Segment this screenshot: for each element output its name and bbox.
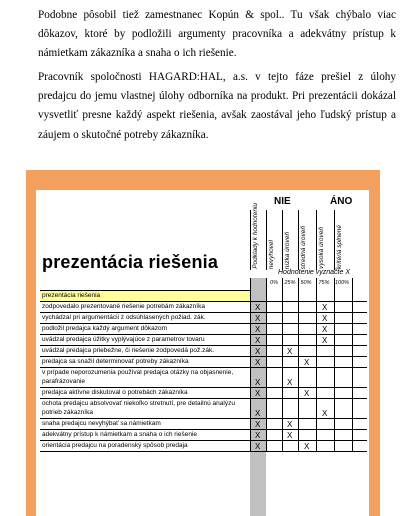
check-mark: X (287, 420, 293, 429)
table-row (40, 398, 367, 419)
row-label: predajca aktívne diskutoval o potrebách zákazníka (42, 389, 188, 396)
check-mark: X (255, 378, 261, 387)
table-title: prezentácia riešenia (42, 252, 219, 272)
check-mark: X (304, 358, 310, 367)
row-label: podložil predajca každý argument dôkazom (42, 325, 168, 332)
row-label: uvádzal predajca priebežne, či riešenie zodpovedá pož.zák. (42, 347, 214, 354)
header-ano: ÁNO (330, 196, 353, 207)
row-label: orientácia predajcu na poradenský spôsob predaja (42, 442, 188, 449)
check-mark: X (287, 431, 293, 440)
row-label: adekvátny prístup k námietkam a snaha o ich riešenie (42, 431, 198, 438)
column-header (298, 210, 317, 270)
check-mark: X (304, 442, 310, 451)
row-label: v prípade neporozumenia používal predajca otázky na objasnenie, parafrázovanie (42, 369, 234, 385)
row-label: uvádzal predajca úžitky vyplývajúce z parametrov tovaru (42, 336, 205, 343)
check-mark: X (287, 347, 293, 356)
check-mark: X (322, 336, 328, 345)
grid-line (316, 278, 317, 451)
header-nie: NIE (274, 196, 291, 207)
check-mark: X (255, 325, 261, 334)
column-header-label: vysoká úroveň (318, 227, 325, 269)
grid-line (298, 278, 299, 451)
check-mark: X (255, 409, 261, 418)
check-mark: X (287, 378, 293, 387)
hodnotenie-label: Hodnotenie vyznačte X (278, 269, 350, 276)
grid-line (352, 278, 353, 451)
check-mark: X (255, 314, 261, 323)
column-header-label: stredná úroveň (300, 225, 307, 269)
grid-line (334, 278, 335, 451)
column-header (316, 210, 335, 270)
table-bottom-line (40, 451, 367, 452)
check-mark: X (322, 325, 328, 334)
column-header-label: kritériá splnené (336, 224, 343, 269)
evaluation-sheet (36, 190, 369, 516)
percent-label: 100% (334, 280, 350, 286)
percent-label: 50% (300, 280, 312, 286)
grid-line (266, 278, 267, 451)
check-mark: X (322, 409, 328, 418)
check-mark: X (255, 431, 261, 440)
check-mark: X (304, 389, 310, 398)
check-mark: X (255, 303, 261, 312)
row-label: snaha predajcu nevyhýbať sa námietkam (42, 420, 161, 427)
paragraph-2: Pracovník spoločnosti HAGARD:HAL, a.s. v tejto fáze prešiel z úlohy predajcu do jemu vlastnej úlohy odborníka na produkt. Pri prezentácii dokázal vysvetliť presne každý aspekt riešenia, avšak zaostával jeho ľudský prístup a záujem o skutočné potreby zákazníka. (38, 71, 396, 141)
grid-line (282, 278, 283, 451)
table-row (40, 367, 367, 388)
check-mark: X (255, 389, 261, 398)
grid-line (250, 278, 251, 451)
check-mark: X (322, 314, 328, 323)
percent-label: 0% (270, 280, 278, 286)
check-mark: X (255, 358, 261, 367)
check-mark: X (255, 420, 261, 429)
column-header (282, 210, 299, 270)
evaluation-table-figure (26, 170, 380, 516)
check-mark: X (255, 442, 261, 451)
check-mark: X (255, 347, 261, 356)
row-label: predajca sa snažil determinovať potreby zákazníka (42, 358, 189, 365)
check-mark: X (255, 336, 261, 345)
row-label: zodpovedalo prezentované riešenie potrebám zákazníka (42, 303, 205, 310)
row-label: ochota predajcu absolvovať niekoľko stretnutí, pre detailnú analýzu potrieb zákazníka (42, 400, 235, 416)
column-header-label: nízka úroveň (284, 231, 291, 269)
percent-label: 25% (284, 280, 296, 286)
percent-label: 75% (318, 280, 330, 286)
section-row (40, 290, 250, 301)
column-header-label: Podklady k hodnoteniu (252, 203, 259, 269)
section-label: prezentácia riešenia (42, 292, 101, 299)
column-header (250, 203, 267, 270)
check-mark: X (322, 303, 328, 312)
column-header (334, 210, 353, 270)
column-header-label: nevyhovel (268, 239, 275, 269)
row-label: vychádzal pri argumentácii z odsúhlasených požiad. zák. (42, 314, 206, 321)
paragraph-1: Podobne pôsobil tiež zamestnanec Kopún & spol.. Tu však chýbalo viac dôkazov, ktoré by podložili argumenty pracovníka a adekvátny prístup k námietkam zákazníka a snaha o ich riešenie. (38, 9, 396, 60)
column-header (266, 210, 283, 270)
